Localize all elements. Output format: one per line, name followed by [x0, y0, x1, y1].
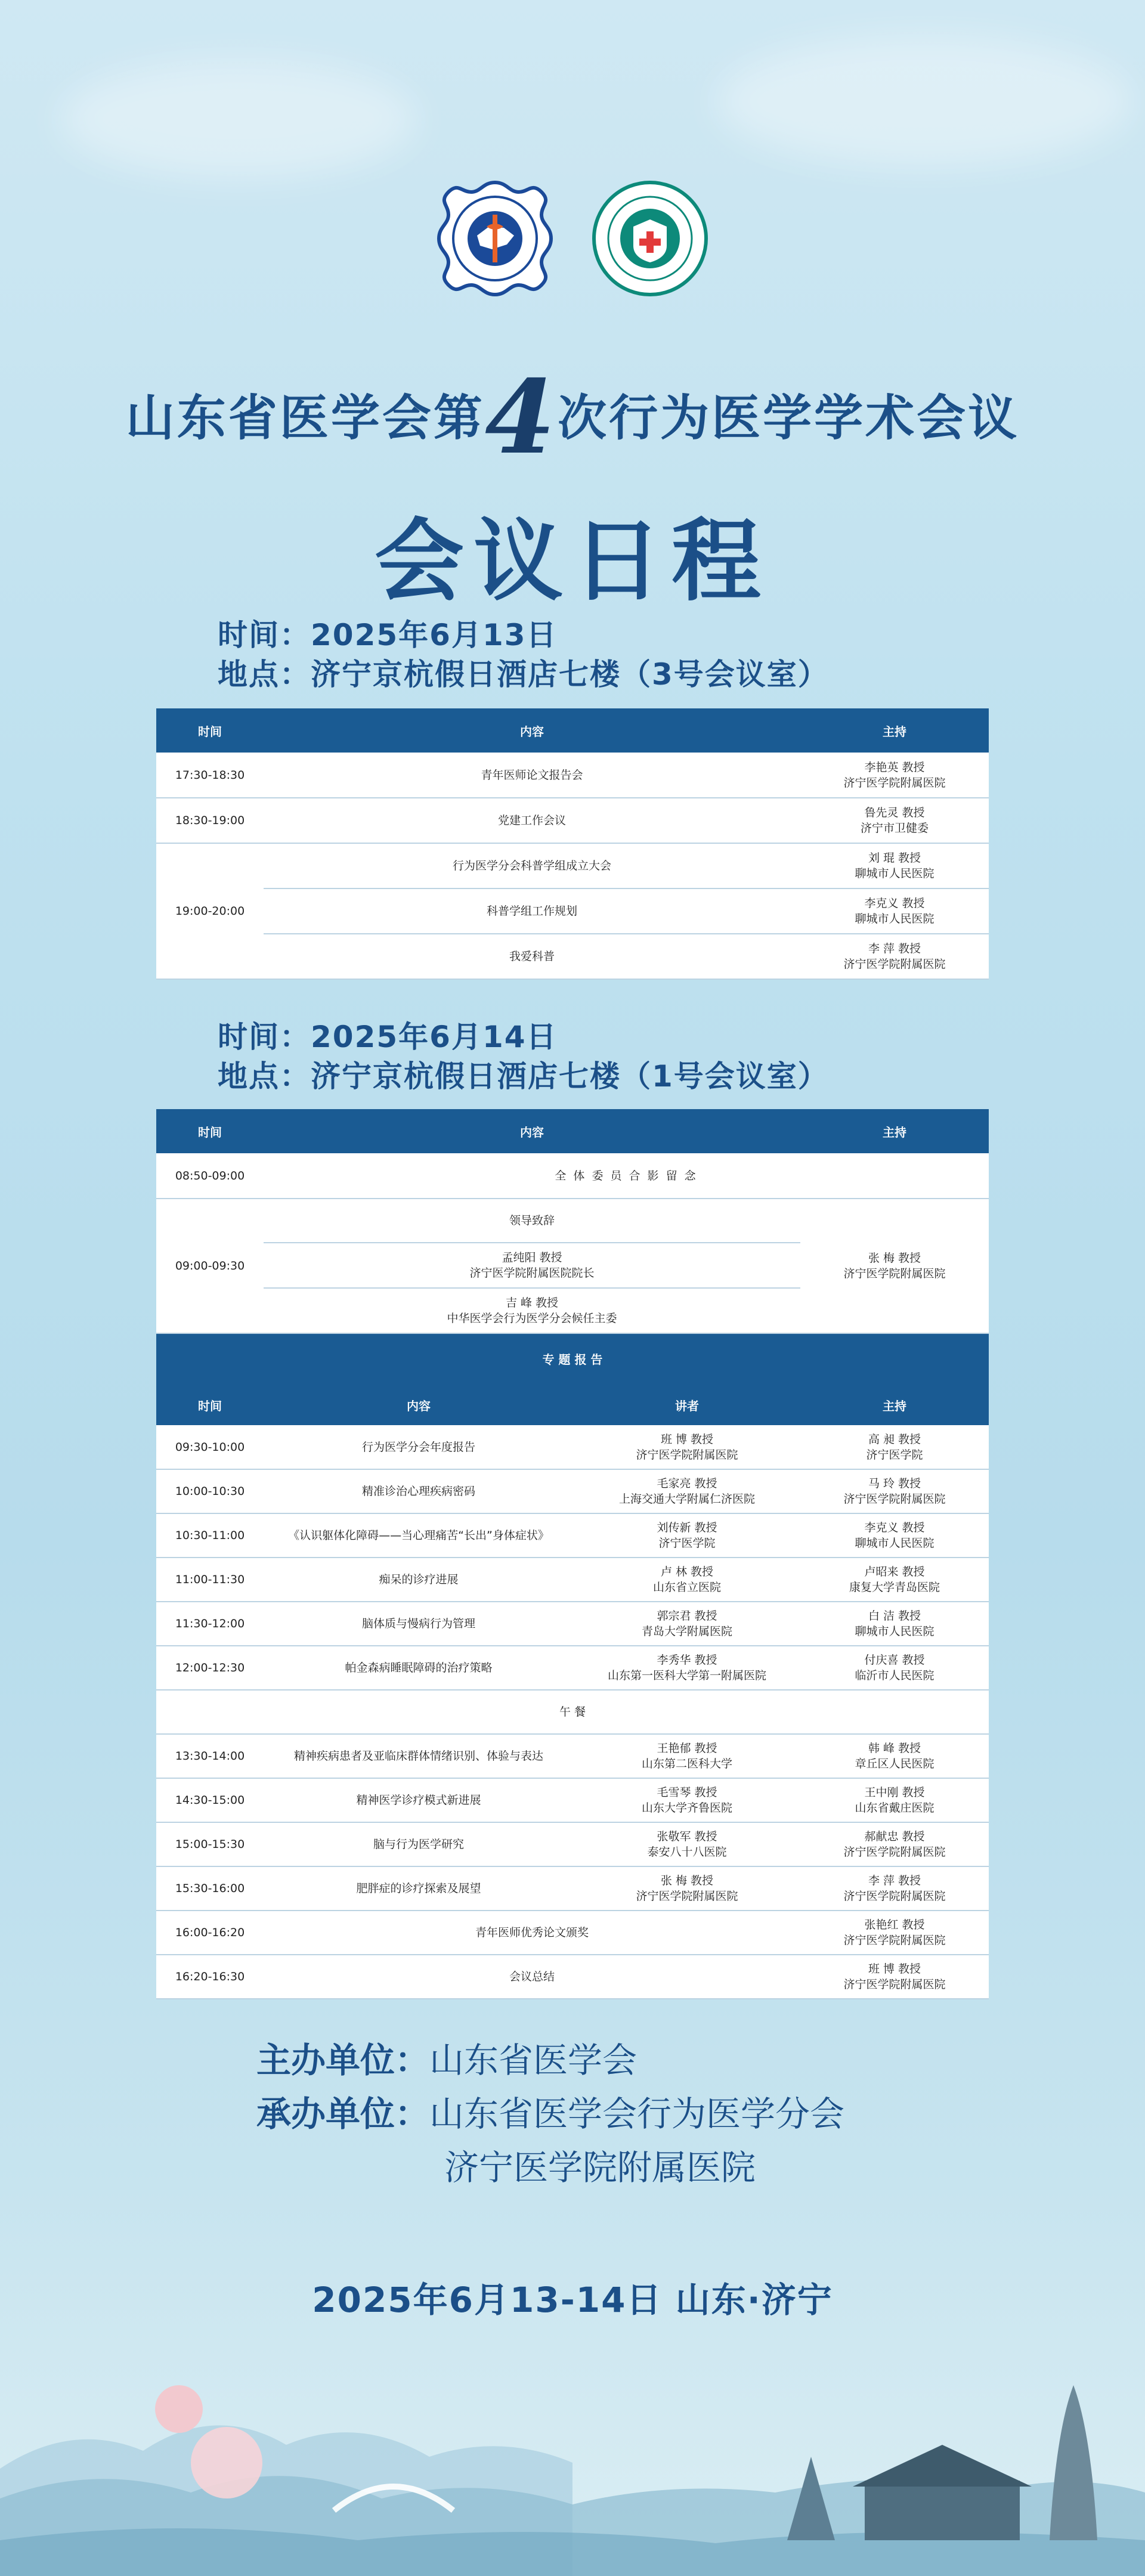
table-row [156, 1778, 989, 1822]
speaker-name: 李秀华 教授 [657, 1654, 717, 1667]
title-part: 山东省医学会第 [125, 390, 485, 447]
row-host [800, 1734, 989, 1778]
row-host [800, 888, 989, 934]
report-title: 专 题 报 告 [156, 1333, 989, 1383]
row-host [800, 1602, 989, 1646]
table-row [156, 753, 989, 798]
day2-place: 地点：济宁京杭假日酒店七楼（1号会议室） [218, 1059, 829, 1094]
day1-table [156, 708, 989, 980]
row-speaker [574, 1822, 800, 1866]
row-content: 肥胖症的诊疗探索及展望 [264, 1866, 574, 1911]
speaker-name: 吉 峰 教授 [505, 1296, 559, 1309]
host-org: 山东省戴庄医院 [855, 1801, 934, 1815]
row-speaker [574, 1778, 800, 1822]
row-speaker [574, 1425, 800, 1469]
speaker-org: 济宁医学院附属医院 [636, 1890, 738, 1903]
host-org: 济宁医学院附属医院 [843, 1493, 946, 1506]
speaker-name: 毛雪琴 教授 [657, 1786, 717, 1799]
background-cloud [60, 60, 417, 179]
row-host [800, 1822, 989, 1866]
speaker-org: 山东省立医院 [652, 1581, 721, 1594]
host-name: 卢昭来 教授 [864, 1565, 925, 1578]
host-org: 章丘区人民医院 [855, 1757, 934, 1770]
organizer-label: 承办单位： [256, 2094, 430, 2134]
footer-organizer-line [256, 2087, 844, 2141]
report-column-header [156, 1383, 989, 1427]
speaker-title: 济宁医学院附属医院院长 [469, 1267, 595, 1280]
row-content: 脑体质与慢病行为管理 [264, 1602, 574, 1646]
table-header [156, 708, 989, 753]
row-host [800, 1778, 989, 1822]
row-content: 党建工作会议 [264, 798, 800, 843]
row-content: 行为医学分会年度报告 [264, 1425, 574, 1469]
host-org: 济宁医学院附属医院 [843, 1846, 946, 1859]
host-name: 李克义 教授 [864, 897, 925, 910]
host-org: 济宁医学院 [866, 1448, 923, 1462]
speaker-org: 山东大学齐鲁医院 [641, 1801, 732, 1815]
host-name: 李克义 教授 [864, 1521, 925, 1534]
row-time: 09:30-10:00 [156, 1425, 264, 1469]
speaker-name: 毛家亮 教授 [657, 1477, 717, 1490]
table-row [156, 1558, 989, 1602]
header-content: 内容 [264, 1109, 800, 1153]
host-org: 临沂市人民医院 [855, 1669, 934, 1682]
speaker-name: 王艳郁 教授 [657, 1742, 717, 1755]
header-time: 时间 [156, 1383, 264, 1427]
table-row [156, 843, 989, 888]
report-section-header [156, 1333, 989, 1383]
logo-right [590, 179, 710, 298]
speaker-org: 上海交通大学附属仁济医院 [618, 1493, 755, 1506]
row-time: 16:00-16:20 [156, 1911, 264, 1955]
title-number: 4 [484, 358, 558, 477]
day2-time: 时间：2025年6月14日 [218, 1020, 558, 1054]
host-name: 付庆喜 教授 [864, 1654, 925, 1667]
table-row [156, 888, 989, 934]
row-host [800, 753, 989, 798]
host-name: 王中刚 教授 [864, 1786, 925, 1799]
table-row-opening [156, 1199, 989, 1243]
speaker-org: 济宁医学院附属医院 [636, 1448, 738, 1462]
row-time: 16:20-16:30 [156, 1955, 264, 1999]
host-name: 李 萍 教授 [868, 1874, 921, 1887]
table-row [156, 798, 989, 843]
table-row [156, 934, 989, 979]
table-row [156, 1425, 989, 1469]
host-org: 济宁医学院附属医院 [843, 1934, 946, 1947]
row-content: 精神医学诊疗模式新进展 [264, 1778, 574, 1822]
header-time: 时间 [156, 708, 264, 753]
row-content: 脑与行为医学研究 [264, 1822, 574, 1866]
row-content: 行为医学分会科普学组成立大会 [264, 843, 800, 888]
row-speaker [574, 1558, 800, 1602]
speaker-name: 张 梅 教授 [660, 1874, 714, 1887]
row-time: 11:00-11:30 [156, 1558, 264, 1602]
host-name: 李艳英 教授 [864, 760, 925, 774]
speaker-name: 刘传新 教授 [657, 1521, 717, 1534]
row-time: 09:00-09:30 [156, 1199, 264, 1333]
row-host [800, 1558, 989, 1602]
host-org: 济宁医学院附属医院 [843, 1890, 946, 1903]
header-content: 内容 [264, 708, 800, 753]
row-content [264, 1199, 800, 1243]
speaker-org: 青岛大学附属医院 [641, 1625, 732, 1638]
row-time: 17:30-18:30 [156, 753, 264, 798]
landscape-illustration [0, 2314, 1145, 2576]
host-org: 聊城市人民医院 [855, 1625, 934, 1638]
row-time: 10:00-10:30 [156, 1469, 264, 1513]
row-content: 我爱科普 [264, 934, 800, 979]
header-speaker: 讲者 [574, 1383, 800, 1427]
row-time: 12:00-12:30 [156, 1646, 264, 1690]
host-name: 刘 琨 教授 [868, 852, 921, 865]
row-time: 15:00-15:30 [156, 1822, 264, 1866]
speaker-org: 山东第二医科大学 [641, 1757, 732, 1770]
host-name: 郝献忠 教授 [864, 1830, 925, 1843]
speaker-org: 泰安八十八医院 [647, 1846, 727, 1859]
host-name: 马 玲 教授 [868, 1477, 921, 1490]
row-content: 科普学组工作规划 [264, 888, 800, 934]
day2-info [218, 1017, 829, 1096]
host-org: 济宁医学院附属医院 [843, 1267, 946, 1280]
row-time: 08:50-09:00 [156, 1153, 264, 1199]
host-name: 李 萍 教授 [868, 942, 921, 955]
row-speaker [574, 1513, 800, 1558]
background-cloud [716, 36, 1133, 167]
row-content: 会议总结 [264, 1955, 800, 1999]
row-content [264, 1243, 800, 1288]
page-subtitle: 会议日程 [374, 510, 770, 614]
day1-place: 地点：济宁京杭假日酒店七楼（3号会议室） [218, 657, 829, 692]
opening-item: 领导致辞 [509, 1214, 555, 1227]
host-value: 山东省医学会 [429, 2040, 638, 2080]
header-host: 主持 [800, 708, 989, 753]
day2-table [156, 1109, 989, 1427]
table-row [156, 1734, 989, 1778]
row-content: 青年医师优秀论文颁奖 [264, 1911, 800, 1955]
conference-title [0, 358, 1145, 477]
table-row [156, 1822, 989, 1866]
host-name: 张 梅 教授 [868, 1252, 921, 1265]
organizer-value: 山东省医学会行为医学分会 [429, 2094, 845, 2134]
row-time: 15:30-16:00 [156, 1866, 264, 1911]
row-host [800, 1469, 989, 1513]
table-row-photo [156, 1153, 989, 1199]
table-row [156, 1646, 989, 1690]
row-content: 《认识躯体化障碍——当心理痛苦“长出”身体症状》 [264, 1513, 574, 1558]
host-org: 济宁医学院附属医院 [843, 1978, 946, 1991]
table-row [156, 1602, 989, 1646]
host-org: 济宁市卫健委 [860, 822, 929, 835]
row-host [800, 1955, 989, 1999]
day1-time: 时间：2025年6月13日 [218, 618, 558, 652]
footer-host-line [256, 2033, 844, 2087]
speaker-title: 中华医学会行为医学分会候任主委 [447, 1312, 617, 1325]
host-name: 班 博 教授 [868, 1962, 921, 1976]
speaker-name: 卢 林 教授 [660, 1565, 714, 1578]
row-host [800, 798, 989, 843]
logo-left [435, 179, 555, 298]
row-host [800, 1911, 989, 1955]
day1-info [218, 615, 829, 694]
row-speaker [574, 1866, 800, 1911]
table-header [156, 1109, 989, 1153]
row-speaker [574, 1602, 800, 1646]
row-content: 痴呆的诊疗进展 [264, 1558, 574, 1602]
host-name: 张艳红 教授 [864, 1918, 925, 1931]
row-host [800, 1646, 989, 1690]
host-name: 白 洁 教授 [868, 1609, 921, 1623]
host-org: 聊城市人民医院 [855, 1537, 934, 1550]
footer-date: 2025年6月13-14日 山东·济宁 [312, 2280, 833, 2320]
row-time: 11:30-12:00 [156, 1602, 264, 1646]
row-host [800, 1866, 989, 1911]
row-content [264, 1288, 800, 1333]
header-host: 主持 [800, 1109, 989, 1153]
row-host [800, 1425, 989, 1469]
host-org: 聊城市人民医院 [855, 867, 934, 880]
row-speaker [574, 1646, 800, 1690]
row-time: 13:30-14:00 [156, 1734, 264, 1778]
speaker-org: 济宁医学院 [658, 1537, 716, 1550]
row-time: 10:30-11:00 [156, 1513, 264, 1558]
row-time: 19:00-20:00 [156, 843, 264, 979]
row-speaker [574, 1469, 800, 1513]
header-host: 主持 [800, 1383, 989, 1427]
speaker-name: 郭宗君 教授 [657, 1609, 717, 1623]
row-speaker [574, 1734, 800, 1778]
row-host [800, 934, 989, 979]
lunch-label: 午 餐 [156, 1690, 989, 1734]
reports-table [156, 1425, 989, 1999]
title-part: 次行为医学学术会议 [558, 390, 1020, 447]
lunch-row [156, 1690, 989, 1734]
table-row [156, 1911, 989, 1955]
table-row [156, 1866, 989, 1911]
table-row [156, 1955, 989, 1999]
host-org: 聊城市人民医院 [855, 912, 934, 925]
organizer-value: 济宁医学院附属医院 [444, 2147, 756, 2188]
row-host [800, 1199, 989, 1333]
speaker-org: 山东第一医科大学第一附属医院 [607, 1669, 766, 1682]
footer-organizers [256, 2033, 844, 2194]
row-time: 18:30-19:00 [156, 798, 264, 843]
header-time: 时间 [156, 1109, 264, 1153]
row-content: 帕金森病睡眠障碍的治疗策略 [264, 1646, 574, 1690]
row-host [800, 843, 989, 888]
speaker-name: 张敬军 教授 [657, 1830, 717, 1843]
host-org: 济宁医学院附属医院 [843, 958, 946, 971]
host-name: 韩 峰 教授 [868, 1742, 921, 1755]
row-content: 精神疾病患者及亚临床群体情绪识别、体验与表达 [264, 1734, 574, 1778]
row-content: 青年医师论文报告会 [264, 753, 800, 798]
speaker-name: 孟纯阳 教授 [502, 1251, 562, 1264]
row-content: 精准诊治心理疾病密码 [264, 1469, 574, 1513]
host-name: 高 昶 教授 [868, 1432, 921, 1446]
row-content: 全 体 委 员 合 影 留 念 [264, 1153, 989, 1199]
table-row [156, 1513, 989, 1558]
host-label: 主办单位： [256, 2040, 430, 2080]
speaker-name: 班 博 教授 [660, 1432, 714, 1446]
host-name: 鲁先灵 教授 [864, 806, 925, 819]
table-row [156, 1469, 989, 1513]
row-host [800, 1513, 989, 1558]
header-content: 内容 [264, 1383, 574, 1427]
host-org: 康复大学青岛医院 [849, 1581, 940, 1594]
row-time: 14:30-15:00 [156, 1778, 264, 1822]
host-org: 济宁医学院附属医院 [843, 776, 946, 789]
